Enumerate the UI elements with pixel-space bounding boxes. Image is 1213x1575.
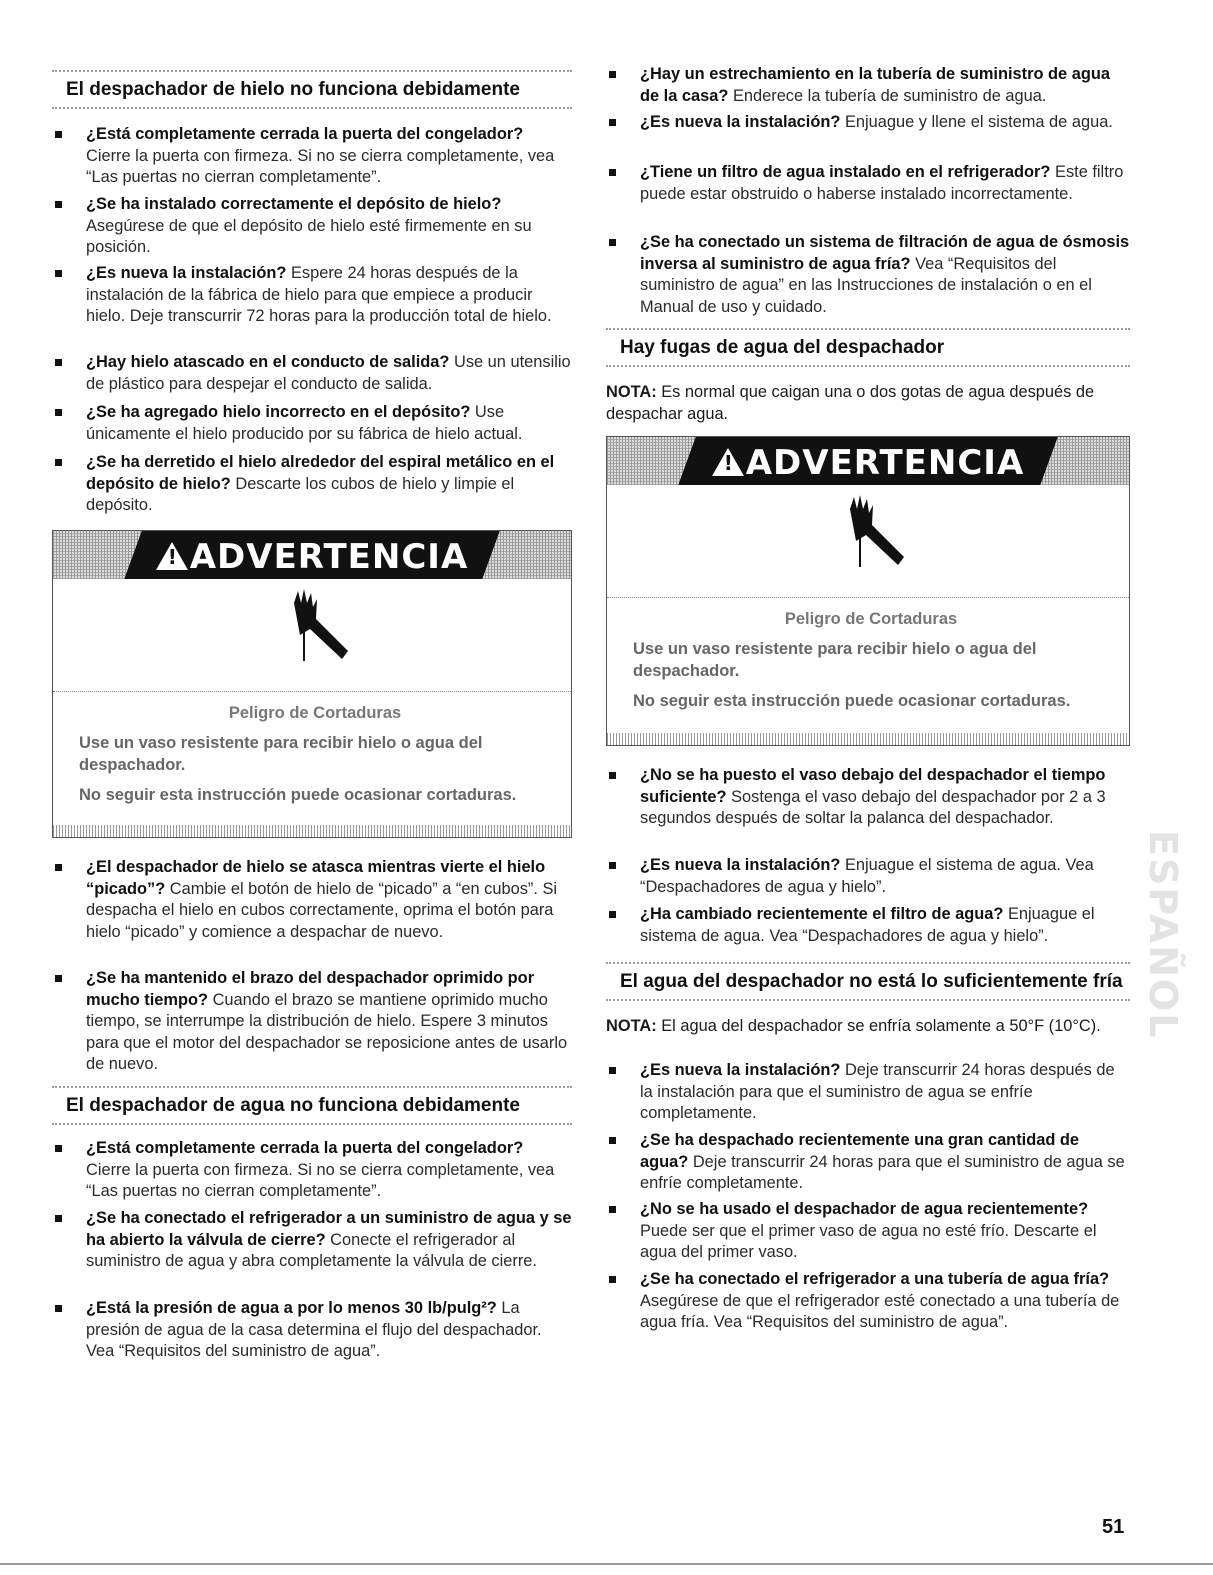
list-item: ¿El despachador de hielo se atasca mientras vierte el hielo “picado”? Cambie el botón de hielo de “picado” a “en cubos”. Si despacha el hielo en cubos correctamente, oprima el botón para hielo “picado” y comience a despachar de nuevo. (52, 857, 572, 943)
bullet-icon (55, 1145, 62, 1152)
warning-title: ADVERTENCIA (189, 537, 469, 577)
list-item: ¿Hay hielo atascado en el conducto de salida? Use un utensilio de plástico para despejar el conducto de salida. (52, 352, 572, 395)
list-item: ¿Está la presión de agua a por lo menos 30 lb/pulg²? La presión de agua de la casa determina el flujo del despachador. Vea “Requisitos del suministro de agua”. (52, 1298, 572, 1363)
cut-hazard-icon (607, 485, 1129, 598)
bullet-icon (609, 772, 616, 779)
bullet-icon (55, 131, 62, 138)
bullet-icon (55, 201, 62, 208)
list-item: ¿Ha cambiado recientemente el filtro de agua? Enjuague el sistema de agua. Vea “Despachadores de agua y hielo”. (606, 904, 1130, 947)
list-item: ¿Se ha conectado un sistema de filtración de agua de ósmosis inversa al suministro de agua fría? Vea “Requisitos del suministro de agua” en las Instrucciones de instalación o en el Manual de uso y cuidado. (606, 232, 1130, 318)
note: NOTA: Es normal que caigan una o dos gotas de agua después de despachar agua. (606, 383, 1095, 423)
list-item: ¿Es nueva la instalación? Enjuague y llene el sistema de agua. (606, 112, 1130, 134)
warning-text: No seguir esta instrucción puede ocasionar cortaduras. (79, 786, 517, 804)
list-item: ¿Está completamente cerrada la puerta del congelador? Cierre la puerta con firmeza. Si no se cierra completamente, vea “Las puertas no cierran completamente”. (52, 1138, 572, 1203)
section-title: El despachador de agua no funciona debidamente (66, 1095, 520, 1116)
list-item: ¿Se ha instalado correctamente el depósito de hielo? Asegúrese de que el depósito de hielo esté firmemente en su posición. (52, 194, 572, 259)
list-item: ¿No se ha puesto el vaso debajo del despachador el tiempo suficiente? Sostenga el vaso debajo del despachador por 2 a 3 segundos después de soltar la palanca del despachador. (606, 765, 1130, 830)
list-item: ¿Se ha mantenido el brazo del despachador oprimido por mucho tiempo? Cuando el brazo se mantiene oprimido mucho tiempo, se interrumpe la distribución de hielo. Espere 3 minutos para que el motor del despachador se reposicione antes de usarlo de nuevo. (52, 968, 572, 1076)
list-item: ¿Es nueva la instalación? Deje transcurrir 24 horas después de la instalación para que el suministro de agua se enfríe completamente. (606, 1060, 1130, 1125)
list-item: ¿Tiene un filtro de agua instalado en el refrigerador? Este filtro puede estar obstruido o haberse instalado incorrectamente. (606, 162, 1130, 205)
ice-dispenser-section-header (52, 70, 572, 109)
list-item: ¿Hay un estrechamiento en la tubería de suministro de agua de la casa? Enderece la tubería de suministro de agua. (606, 64, 1130, 107)
bullet-icon (609, 169, 616, 176)
bullet-icon (55, 409, 62, 416)
page-number: 51 (1102, 1516, 1125, 1538)
list-item: ¿Se ha derretido el hielo alrededor del espiral metálico en el depósito de hielo? Descarte los cubos de hielo y limpie el depósito. (52, 452, 572, 517)
warning-title: ADVERTENCIA (745, 443, 1025, 483)
warning-text: No seguir esta instrucción puede ocasionar cortaduras. (633, 692, 1071, 710)
note: NOTA: El agua del despachador se enfría solamente a 50°F (10°C). (606, 1017, 1101, 1035)
list-item: ¿No se ha usado el despachador de agua recientemente? Puede ser que el primer vaso de agua no esté frío. Descarte el agua del primer vaso. (606, 1199, 1130, 1264)
bullet-icon (609, 71, 616, 78)
warning-triangle-icon (712, 448, 744, 476)
bullet-icon (609, 862, 616, 869)
list-item: ¿Se ha despachado recientemente una gran cantidad de agua? Deje transcurrir 24 horas para que el suministro de agua se enfríe completamente. (606, 1130, 1130, 1195)
bullet-icon (55, 975, 62, 982)
cut-hazard-icon (53, 579, 571, 692)
warning-box (52, 530, 572, 838)
leak-section-header (606, 328, 1130, 367)
warning-subtitle: Peligro de Cortaduras (228, 704, 402, 722)
warning-subtitle: Peligro de Cortaduras (784, 610, 958, 628)
bullet-icon (55, 359, 62, 366)
bullet-icon (609, 119, 616, 126)
bullet-icon (55, 270, 62, 277)
bullet-icon (609, 911, 616, 918)
bullet-icon (609, 1206, 616, 1213)
warning-text: Use un vaso resistente para recibir hielo o agua del despachador. (79, 734, 483, 774)
bullet-icon (609, 1276, 616, 1283)
water-dispenser-section-header (52, 1086, 572, 1125)
warning-header (53, 531, 571, 579)
section-title: Hay fugas de agua del despachador (620, 337, 945, 358)
warning-triangle-icon (156, 542, 188, 570)
list-item: ¿Está completamente cerrada la puerta del congelador? Cierre la puerta con firmeza. Si no se cierra completamente, vea “Las puertas no cierran completamente”. (52, 124, 572, 189)
list-item: ¿Se ha conectado el refrigerador a un suministro de agua y se ha abierto la válvula de cierre? Conecte el refrigerador al suministro de agua y abra completamente la válvula de cierre. (52, 1208, 572, 1273)
bullet-icon (55, 864, 62, 871)
bottom-rule (0, 1563, 1213, 1565)
bullet-icon (55, 459, 62, 466)
bullet-icon (55, 1305, 62, 1312)
bullet-icon (609, 1067, 616, 1074)
warning-header (607, 437, 1129, 485)
warning-text: Use un vaso resistente para recibir hielo o agua del despachador. (633, 640, 1037, 680)
cold-water-section-header (606, 962, 1130, 1001)
list-item: ¿Se ha conectado el refrigerador a una tubería de agua fría? Asegúrese de que el refrigerador esté conectado a una tubería de agua fría. Vea “Requisitos del suministro de agua”. (606, 1269, 1130, 1334)
warning-box (606, 436, 1130, 746)
section-title: El despachador de hielo no funciona debidamente (66, 79, 520, 100)
bullet-icon (609, 239, 616, 246)
list-item: ¿Se ha agregado hielo incorrecto en el depósito? Use únicamente el hielo producido por su fábrica de hielo actual. (52, 402, 572, 445)
bullet-icon (609, 1137, 616, 1144)
list-item: ¿Es nueva la instalación? Espere 24 horas después de la instalación de la fábrica de hielo para que empiece a producir hielo. Deje transcurrir 72 horas para la producción total de hielo. (52, 263, 572, 328)
language-side-tab: ESPAÑOL (1141, 830, 1185, 1040)
bullet-icon (55, 1215, 62, 1222)
section-title: El agua del despachador no está lo suficientemente fría (620, 971, 1123, 992)
list-item: ¿Es nueva la instalación? Enjuague el sistema de agua. Vea “Despachadores de agua y hielo”. (606, 855, 1130, 898)
